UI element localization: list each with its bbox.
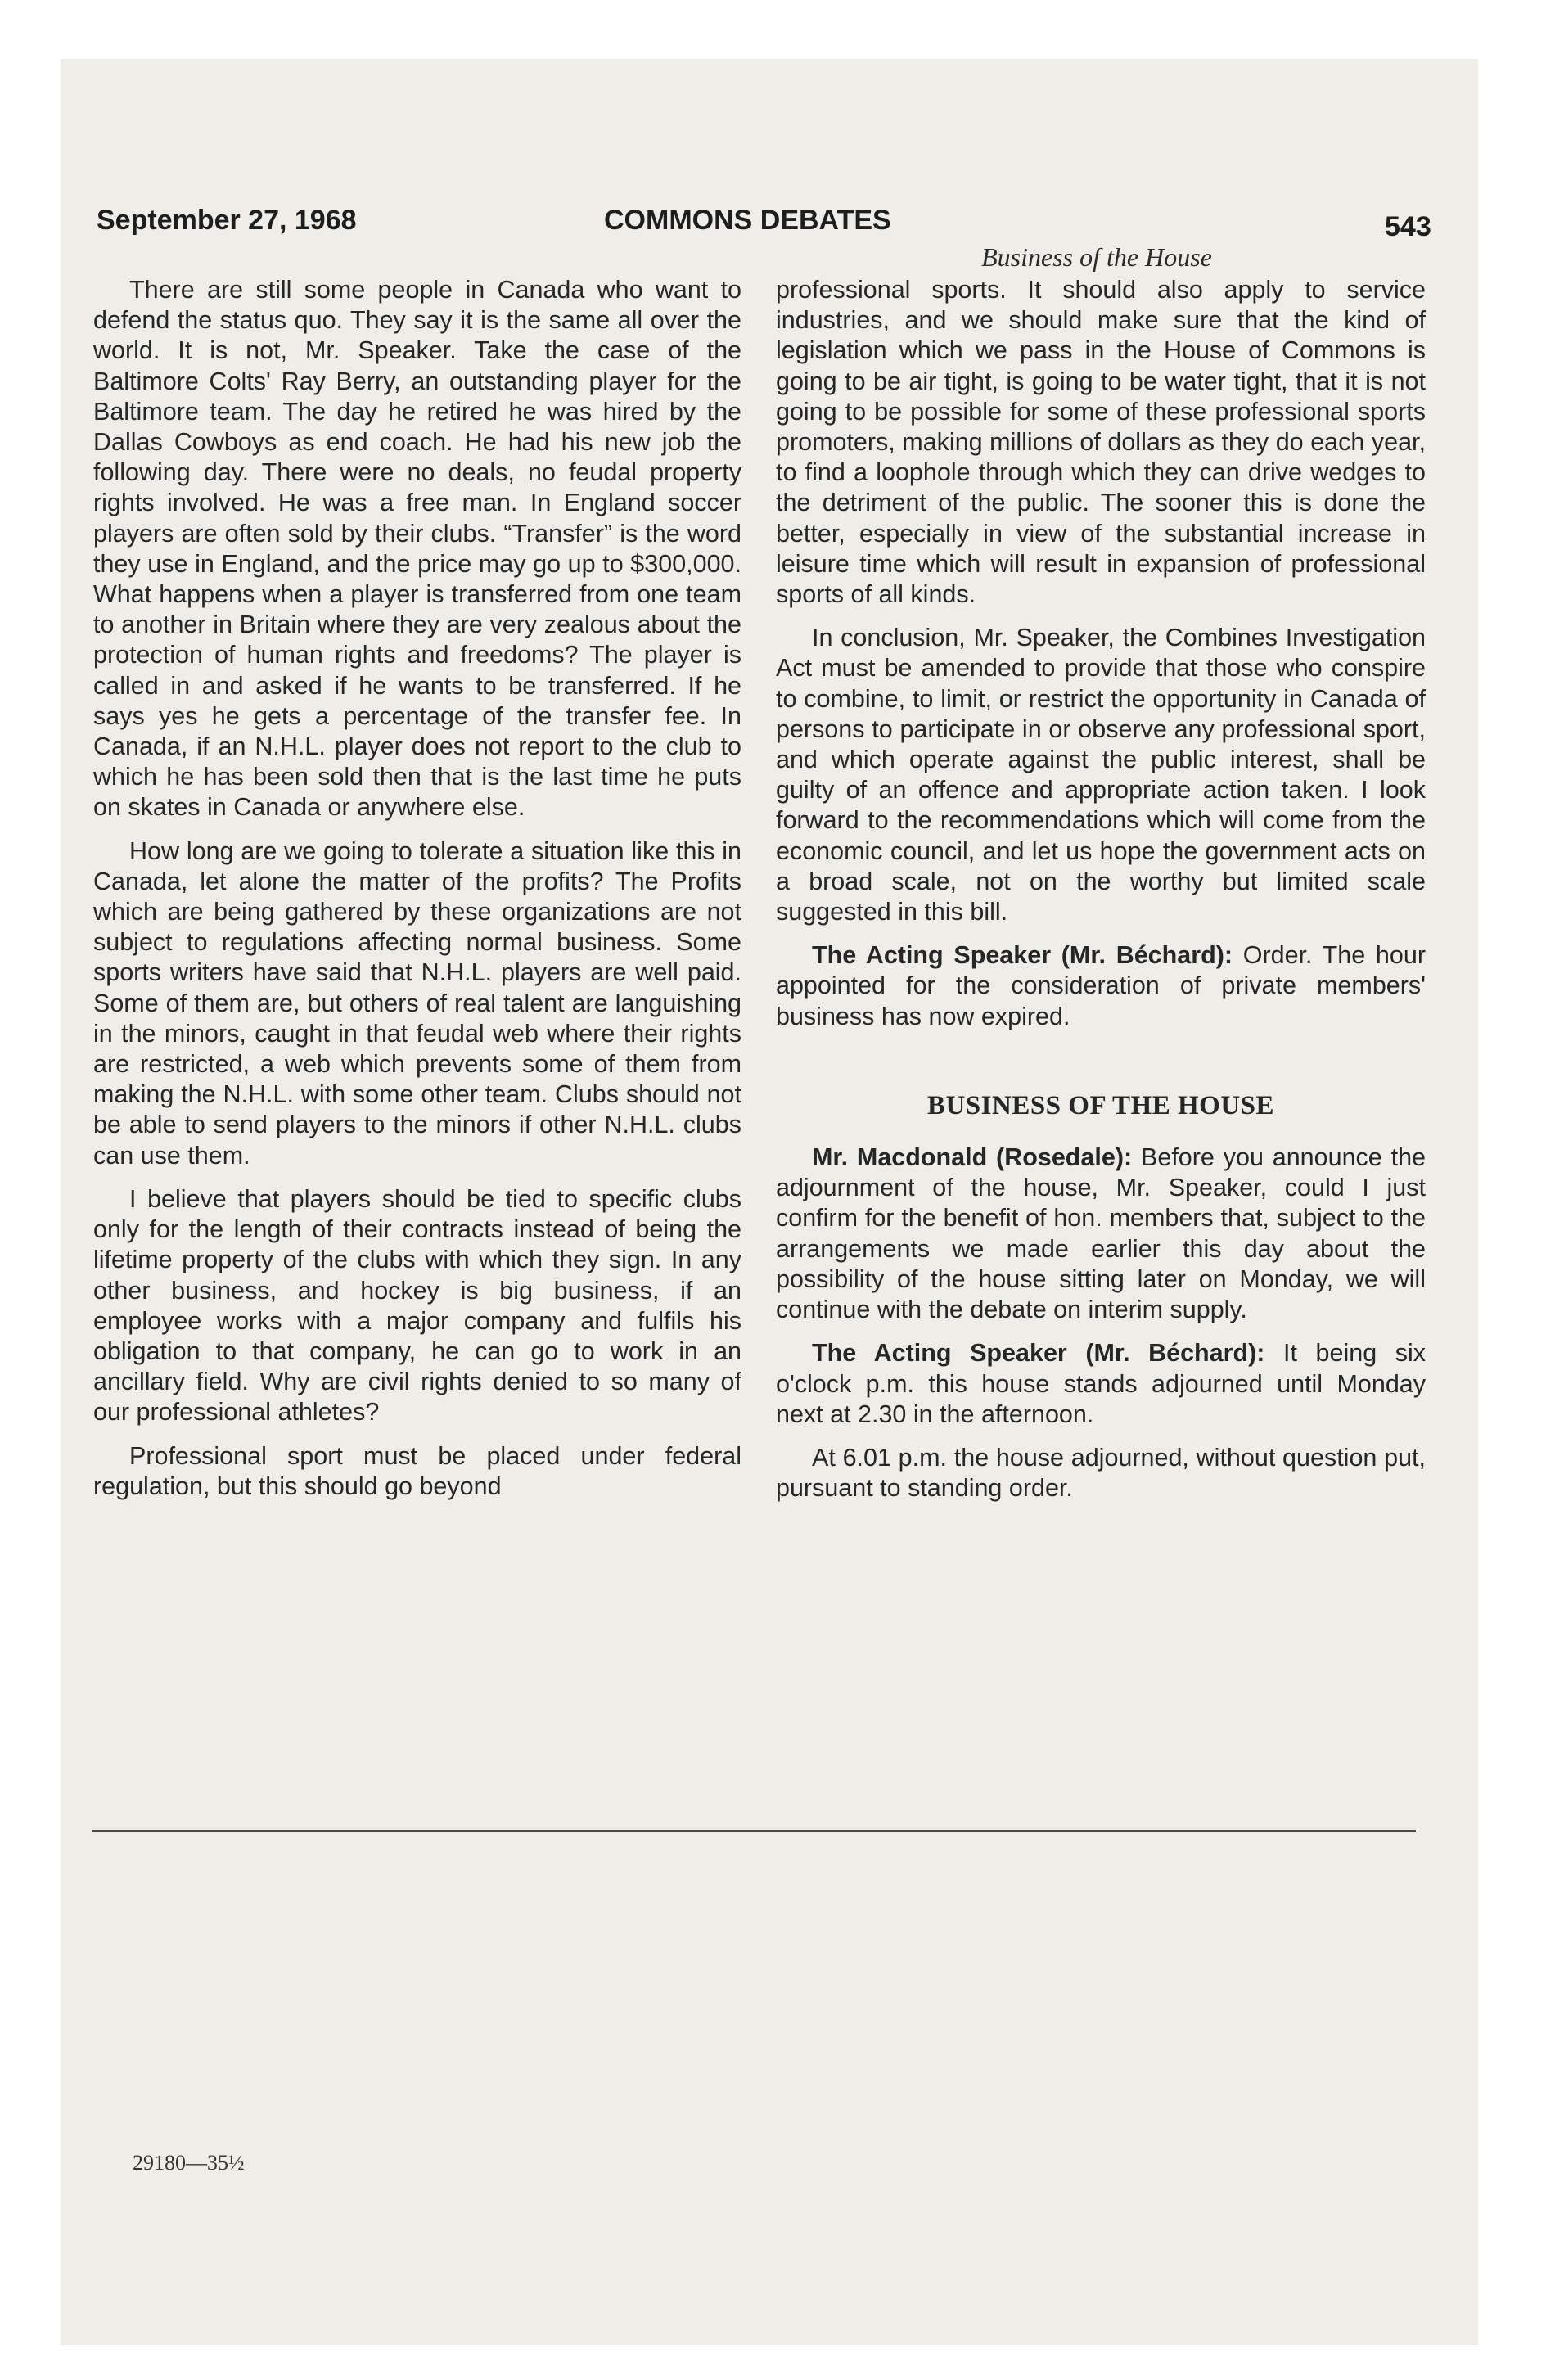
paragraph: I believe that players should be tied to specific clubs only for the length of their contracts instead of being the lifetime property of the clubs with which they sign. In any other business, and hockey is big business, if an employee works with a major company and fulfils his obligation to that company, he can go to work in an ancillary field. Why are civil rights denied to so many of our professional athletes? <box>93 1184 741 1427</box>
printer-code: 29180—35½ <box>133 2151 245 2175</box>
header-title: COMMONS DEBATES <box>604 205 891 236</box>
speaker-name: The Acting Speaker (Mr. Béchard): <box>812 941 1233 970</box>
speech-text: It being six o'clock p.m. this house stands adjourned until Monday next at 2.30 in the afternoon. <box>776 1339 1426 1428</box>
paragraph: How long are we going to tolerate a situation like this in Canada, let alone the matter of the profits? The Profits which are being gathered by these organizations are not subject to regulations affecting normal business. Some sports writers have said that N.H.L. players are well paid. Some of them are, but others of real talent are languishing in the minors, caught in that feudal web where their rights are restricted, a web which prevents some of them from making the N.H.L. with some other team. Clubs should not be able to send players to the minors if other N.H.L. clubs can use them. <box>93 836 741 1170</box>
speech-text: Before you announce the adjournment of the house, Mr. Speaker, could I just confirm for the benefit of hon. members that, subject to the arrangements we made earlier this day about the possibility of the house sitting later on Monday, we will continue with the debate on interim supply. <box>776 1143 1426 1324</box>
paragraph: Professional sport must be placed under federal regulation, but this should go beyond <box>93 1441 741 1500</box>
speech-acting-speaker-order <box>776 940 1426 1032</box>
adjournment-note: At 6.01 p.m. the house adjourned, without question put, pursuant to standing order. <box>776 1443 1426 1503</box>
running-section-header: Business of the House <box>981 242 1212 272</box>
page-number: 543 <box>1385 211 1431 242</box>
speaker-name: Mr. Macdonald (Rosedale): <box>812 1143 1133 1172</box>
header-date: September 27, 1968 <box>97 205 357 236</box>
paragraph: There are still some people in Canada who want to defend the status quo. They say it is the same all over the world. It is not, Mr. Speaker. Take the case of the Baltimore Colts' Ray Berry, an outstanding player for the Baltimore team. The day he retired he was hired by the Dallas Cowboys as end coach. He had his new job the following day. There were no deals, no feudal property rights involved. He was a free man. In England soccer players are often sold by their clubs. “Transfer” is the word they use in England, and the price may go up to $300,000. What happens when a player is transferred from one team to another in Britain where they are very zealous about the protection of human rights and freedoms? The player is called in and asked if he wants to be transferred. If he says yes he gets a percentage of the transfer fee. In Canada, if an N.H.L. player does not report to the club to which he has been sold then that is the last time he puts on skates in Canada or anywhere else. <box>93 276 741 822</box>
speech-acting-speaker-adjourn <box>776 1338 1426 1430</box>
section-heading: BUSINESS OF THE HOUSE <box>926 1090 1275 1120</box>
left-column <box>93 275 741 1515</box>
speaker-name: The Acting Speaker (Mr. Béchard): <box>812 1339 1265 1368</box>
paragraph: In conclusion, Mr. Speaker, the Combines Investigation Act must be amended to provide that those who conspire to combine, to limit, or restrict the opportunity in Canada of persons to participate in or observe any professional sport, and which operate against the public interest, shall be guilty of an offence and appropriate action taken. I look forward to the recommendations which will come from the economic council, and let us hope the government acts on a broad scale, not on the worthy but limited scale suggested in this bill. <box>776 624 1426 926</box>
right-column <box>776 275 1426 1517</box>
speech-macdonald <box>776 1143 1426 1325</box>
continued-paragraph: professional sports. It should also apply to service industries, and we should make sure that the kind of legislation which we pass in the House of Commons is going to be air tight, is going to be water tight, that it is not going to be possible for some of these professional sports promoters, making millions of dollars as they do each year, to find a loophole through which they can drive wedges to the detriment of the public. The sooner this is done the better, especially in view of the substantial increase in leisure time which will result in expansion of professional sports of all kinds. <box>776 276 1426 609</box>
speech-text: Order. The hour appointed for the consideration of private members' business has now expired. <box>776 941 1426 1030</box>
closing-rule <box>92 1830 1416 1832</box>
